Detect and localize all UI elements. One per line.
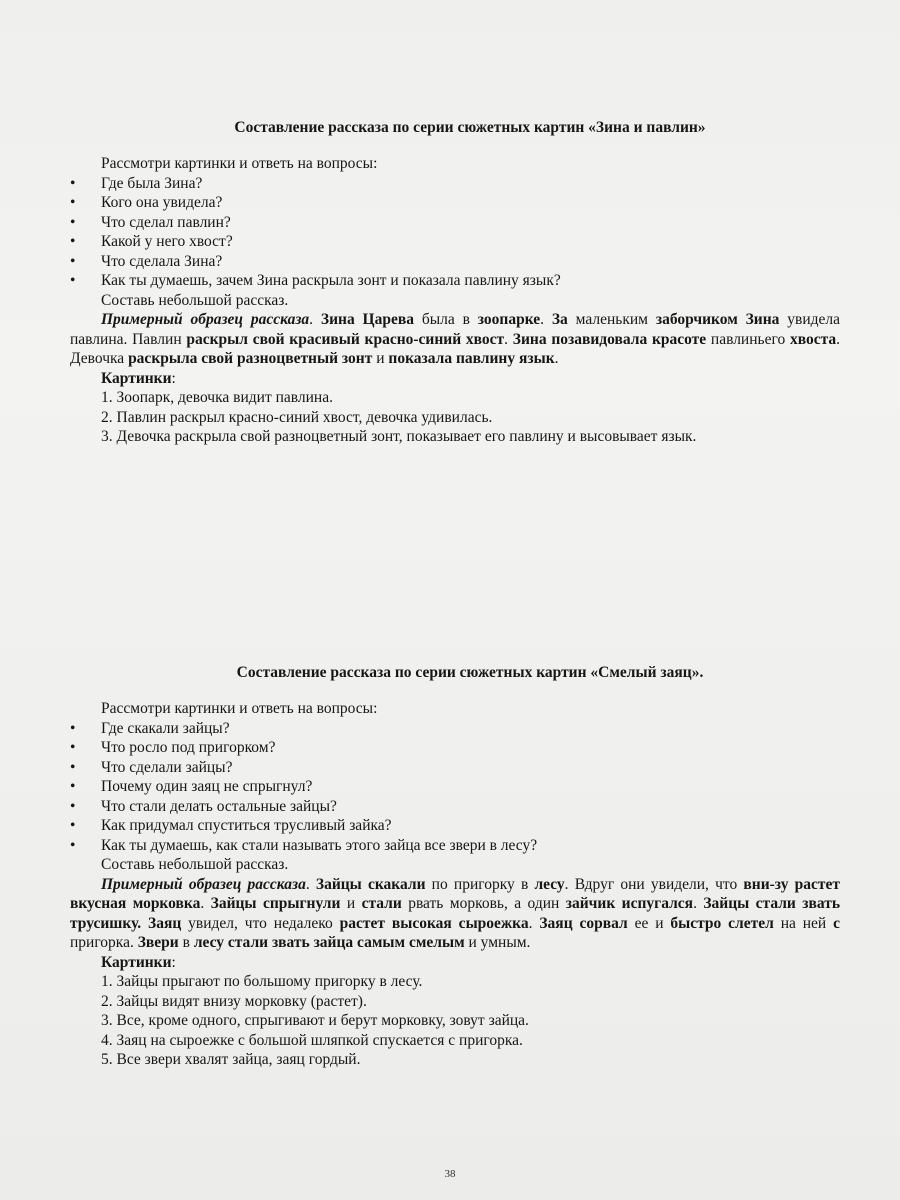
sample-emphasis: Звери: [137, 934, 179, 951]
sample-story: [70, 875, 840, 953]
pictures-colon: :: [171, 369, 176, 387]
sample-story: [70, 310, 840, 369]
question-item: [70, 836, 840, 856]
sample-text: . Вдруг они увидели, что: [564, 875, 744, 893]
bullet-icon: •: [70, 272, 76, 289]
bullet-icon: •: [70, 778, 76, 795]
sample-emphasis: быстро слетел: [670, 914, 774, 932]
question-item: [70, 797, 840, 817]
sample-text: в: [178, 934, 194, 951]
sample-text: павлиньего: [706, 330, 790, 348]
sample-text: .: [540, 311, 552, 328]
bullet-icon: •: [70, 213, 76, 231]
sample-text: маленьким: [567, 311, 656, 328]
section-title: Составление рассказа по серии сюжетных картин «Смелый заяц».: [236, 664, 704, 681]
bullet-icon: •: [70, 817, 76, 834]
pictures-heading: [70, 369, 840, 389]
question-item: [70, 738, 840, 758]
sample-emphasis: Заяц сорвал: [539, 914, 628, 932]
sample-emphasis: вни-зу растет вкусная морковка: [70, 875, 840, 912]
sample-text: по пригорку в: [425, 875, 535, 893]
sample-emphasis: растет высокая сыроежка: [339, 914, 529, 932]
sample-emphasis: показала павлину язык: [388, 350, 555, 367]
picture-item: 3. Все, кроме одного, спрыгивают и берут морковку, зовут зайца.: [101, 1012, 529, 1029]
sample-text: рвать морковь, а один: [401, 895, 566, 912]
bullet-icon: •: [70, 797, 76, 815]
pictures-label: Картинки: [101, 953, 172, 971]
bullet-icon: •: [70, 233, 76, 250]
sample-text: .: [200, 895, 211, 912]
sample-emphasis: лесу: [534, 875, 565, 893]
bullet-icon: •: [70, 174, 76, 192]
question-item: [70, 816, 840, 836]
sample-emphasis: Зина Царева: [320, 311, 414, 328]
question-item: [70, 232, 840, 252]
question-text: Что сделала Зина?: [101, 252, 223, 270]
question-text: Что сделали зайцы?: [101, 758, 233, 776]
question-text: Где была Зина?: [101, 174, 203, 192]
page-number: 38: [444, 1168, 456, 1180]
compose-instruction: Составь небольшой рассказ.: [101, 856, 289, 873]
section-zina-and-peacock: [70, 118, 840, 447]
sample-text: ее и: [627, 914, 671, 932]
picture-item: 2. Павлин раскрыл красно-синий хвост, девочка удивилась.: [101, 408, 493, 426]
question-item: [70, 777, 840, 797]
question-text: Как ты думаешь, как стали называть этого зайца все звери в лесу?: [101, 836, 538, 854]
question-item: [70, 271, 840, 291]
task-intro: Рассмотри картинки и ответь на вопросы:: [101, 700, 378, 717]
sample-emphasis: стали: [361, 895, 402, 912]
sample-emphasis: Примерный образец рассказа: [101, 875, 306, 893]
sample-text: на ней: [773, 914, 834, 932]
question-item: [70, 252, 840, 272]
bullet-icon: •: [70, 252, 76, 270]
sample-text: .: [554, 350, 559, 367]
bullet-icon: •: [70, 758, 76, 776]
question-text: Как ты думаешь, зачем Зина раскрыла зонт и показала павлину язык?: [101, 272, 561, 289]
question-item: [70, 193, 840, 213]
picture-item: 1. Зоопарк, девочка видит павлина.: [101, 389, 333, 406]
bullet-icon: •: [70, 739, 76, 756]
question-text: Почему один заяц не спрыгнул?: [101, 778, 313, 795]
question-text: Кого она увидела?: [101, 194, 223, 211]
sample-emphasis: лесу стали звать зайца самым смелым: [193, 934, 465, 951]
question-list: [70, 174, 840, 291]
sample-text: увидел, что недалеко: [181, 914, 340, 932]
section-title: Составление рассказа по серии сюжетных картин «Зина и павлин»: [234, 119, 706, 136]
picture-item: 2. Зайцы видят внизу морковку (растет).: [101, 992, 367, 1010]
sample-text: .: [305, 875, 316, 893]
bullet-icon: •: [70, 836, 76, 854]
sample-emphasis: заборчиком Зина: [655, 311, 780, 328]
question-text: Что сделал павлин?: [101, 213, 231, 231]
bullet-icon: •: [70, 719, 76, 737]
sample-emphasis: Зина позавидовала красоте: [512, 330, 707, 348]
sample-text: и: [340, 895, 362, 912]
sample-emphasis: Зайцы скакали: [315, 875, 426, 893]
sample-emphasis: Примерный образец рассказа: [101, 311, 310, 328]
question-list: [70, 719, 840, 856]
question-item: [70, 174, 840, 194]
sample-emphasis: хвоста: [789, 330, 837, 348]
bullet-icon: •: [70, 194, 76, 211]
sample-text: .: [309, 311, 321, 328]
sample-emphasis: Зайцы спрыгнули: [210, 895, 341, 912]
section-brave-hare: [70, 663, 840, 1070]
sample-emphasis: зоопарке: [477, 311, 541, 328]
picture-item: 1. Зайцы прыгают по большому пригорку в лесу.: [101, 973, 423, 990]
sample-text: увидела павлина. Павлин: [70, 311, 840, 348]
question-text: Где скакали зайцы?: [101, 719, 230, 737]
sample-emphasis: зайчик испугался: [565, 895, 694, 912]
pictures-label: Картинки: [101, 369, 172, 387]
question-item: [70, 719, 840, 739]
picture-item: 5. Все звери хвалят зайца, заяц гордый.: [101, 1051, 361, 1068]
question-text: Что росло под пригорком?: [101, 739, 276, 756]
question-item: [70, 213, 840, 233]
sample-emphasis: с: [833, 914, 840, 932]
sample-text: .: [693, 895, 704, 912]
picture-item: 4. Заяц на сыроежке с большой шляпкой спускается с пригорка.: [101, 1031, 523, 1049]
question-text: Что стали делать остальные зайцы?: [101, 797, 337, 815]
sample-emphasis: раскрыла свой разноцветный зонт: [128, 350, 373, 367]
pictures-heading: [70, 953, 840, 973]
question-text: Как придумал спуститься трусливый зайка?: [101, 817, 392, 834]
sample-text: .: [504, 330, 513, 348]
task-intro: Рассмотри картинки и ответь на вопросы:: [101, 155, 378, 172]
sample-emphasis: раскрыл свой красивый красно-синий хвост: [186, 330, 505, 348]
sample-text: . Девочка: [70, 330, 841, 367]
sample-text: была в: [413, 311, 478, 328]
question-text: Какой у него хвост?: [101, 233, 233, 250]
sample-text: пригорка.: [70, 934, 138, 951]
compose-instruction: Составь небольшой рассказ.: [101, 291, 289, 309]
sample-text: .: [528, 914, 540, 932]
picture-item: 3. Девочка раскрыла свой разноцветный зонт, показывает его павлину и высовывает язык.: [101, 428, 697, 445]
question-item: [70, 758, 840, 778]
sample-emphasis: Зайцы стали звать трусишку. Заяц: [70, 895, 841, 932]
pictures-colon: :: [171, 953, 176, 971]
sample-text: и умным.: [464, 934, 531, 951]
sample-emphasis: За: [551, 311, 568, 328]
sample-text: и: [372, 350, 389, 367]
